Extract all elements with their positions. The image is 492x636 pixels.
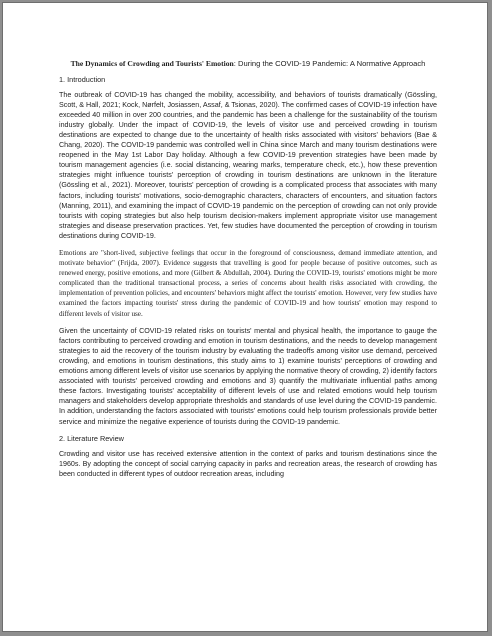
page-content (59, 59, 437, 486)
paper-title-rest: : During the COVID-19 Pandemic: A Normative Approach (233, 59, 426, 68)
paragraph-4: Crowding and visitor use has received extensive attention in the context of parks and tourism destinations since the 1960s. By adopting the concept of social carrying capacity in parks and recreation areas, the research of crowding has been conducted in different types of outdoor recreation areas, including (59, 449, 437, 478)
paper-title (59, 59, 437, 70)
document-page (2, 2, 488, 632)
section-heading-literature-review: 2. Literature Review (59, 433, 124, 443)
paragraph-2: Emotions are "short-lived, subjective feelings that occur in the foreground of consciousness, demand immediate attention, and motivate behavior" (Frijda, 2007). Evidence suggests that travelling is good for people because of positive outcomes, such as renewed energy, positive emotions, and more (Gilbert & Abdullah, 2004). During the COVID-19, tourists' emotions might be more complicated than the traditional transactional process, a series of concerns about health risks associated with crowding, the implementation of prevention policies, and encounters' behaviors might affect the tourists' emotion. However, very few studies have examined the factors impacting tourists' stress during the pandemic of COVID-19 and how tourists' emotion may respond to different levels of visitor use. (59, 249, 437, 318)
section-heading-introduction: 1. Introduction (59, 74, 106, 84)
paragraph-3: Given the uncertainty of COVID-19 related risks on tourists' mental and physical health, the importance to gauge the factors contributing to perceived crowding and emotion in tourism destinations, and the needs to develop management strategies to aid the recovery of the tourism industry by evaluating the tradeoffs among visitor use demand, perceived crowding, and emotions in tourism destinations, this study aims to 1) examine tourists' perceptions of crowding and emotions among different levels of visitor use scenarios by applying the normative theory of crowding, 2) identify factors associated with tourists' perceived crowding and emotions and 3) quantify the multivariate influential paths among these factors. Investigating tourists' acceptability of different levels of use and related emotions would help tourism managers and stakeholders develop appropriate thresholds and standards of use level during the COVID-19 pandemic. In addition, understanding the factors associated with tourists' emotions could help tourism professionals provide better service and minimize the negative experience of tourists during the COVID-19 pandemic. (59, 326, 437, 426)
paragraph-1: The outbreak of COVID-19 has changed the mobility, accessibility, and behaviors of tourists dramatically (Gössling, Scott, & Hall, 2021; Kock, Nørfelt, Josiassen, Assaf, & Tsionas, 2020). The confirmed cases of COVID-19 infection have exceeded 40 million in over 200 countries, and the pandemic has been a challenge for the sustainability of the tourism industry globally. Under the impact of COVID-19, the levels of visitor use and perceived crowding in tourism destinations are expected to change due to the uncertainty of health risks associated with visitors' behaviors (Bae & Chang, 2020). The COVID-19 pandemic was controlled well in China since March and many tourism destinations were reopened in the May 1st Labor Day holiday. Although a few COVID-19 prevention strategies have been made by tourism management agencies (i.e. social distancing, wearing marks, temperature check, etc.), how these prevention strategies might influence tourists' perception of crowding in tourism destinations are unknown in the literature (Gössling et al., 2021). Moreover, tourists' perception of crowding is a complicated process that associates with many factors, including tourists' motivations, socio-demographic characters, characters of encounters, and situation factors (Manning, 2011), and examining the impact of COVID-19 pandemic on the perception of crowding can not only provide tourists with coping strategies but also help tourism decision-makers implement appropriate visitor use management strategies and disease preservation practices. Yet, few studies have documented the perception of crowding in tourism destinations during COVID-19. (59, 90, 437, 240)
paper-title-bold: The Dynamics of Crowding and Tourists' Emotion (70, 59, 234, 68)
